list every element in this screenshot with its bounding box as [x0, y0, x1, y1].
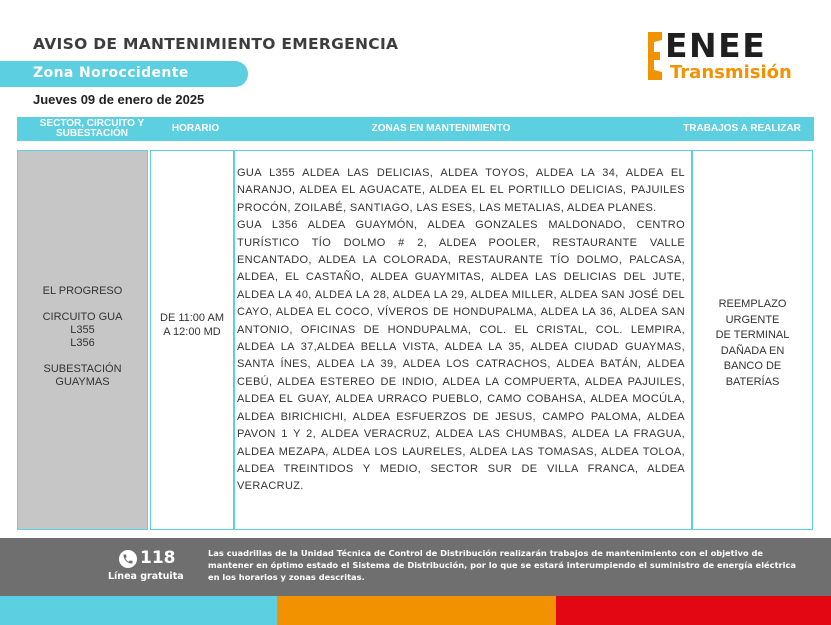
stripe-cyan	[0, 596, 277, 625]
enee-logo-mark-icon	[648, 32, 662, 80]
enee-logo	[647, 26, 807, 86]
trabajos-line-2: URGENTE	[725, 313, 780, 326]
notice-date: Jueves 09 de enero de 2025	[33, 92, 205, 107]
trabajos-line-3: DE TERMINAL	[715, 329, 790, 341]
sector-cell	[17, 150, 148, 530]
zonas-cell	[234, 150, 692, 530]
phone-icon	[119, 550, 137, 568]
zone-banner	[0, 61, 248, 87]
trabajos-line-4: DAÑADA EN	[720, 344, 785, 357]
phone-label: Línea gratuita	[108, 571, 184, 582]
header-trabajos: TRABAJOS A REALIZAR	[683, 123, 801, 134]
circuit-label: CIRCUITO GUA	[42, 311, 123, 323]
horario-start: DE 11:00 AM	[160, 312, 224, 324]
footer	[0, 538, 831, 596]
trabajos-line-6: BATERÍAS	[725, 375, 780, 388]
circuit-l355: L355	[70, 324, 95, 336]
header-zonas: ZONAS EN MANTENIMIENTO	[371, 123, 511, 134]
page-title: AVISO DE MANTENIMIENTO EMERGENCIA	[33, 35, 399, 53]
zonas-l356: GUA L356 ALDEA GUAYMÓN, ALDEA GONZALES MALDONADO, CENTRO TURÍSTICO TÍO DOLMO # 2, ALDEA POOLER, RESTAURANTE VALLE ENCANTADO, ALDEA LA COLORADA, RESTAURANTE TÍO DOLMO, PALCASA, ALDEA, EL CASTAÑO, ALDEA GUAYMITAS, ALDEA LAS DELICIAS DEL JUTE, ALDEA LA 40, ALDEA LA 28, ALDEA LA 29, ALDEA MILLER, ALDEA SAN JOSÉ DEL CAYO, ALDEA EL COCO, VÍVEROS DE HONDUPALMA, ALDEA LA 36, ALDEA SAN ANTONIO, OFICINAS DE HONDUPALMA, COL. EL CRISTAL, COL. LEMPIRA, ALDEA LA 37,ALDEA BELLA VISTA, ALDEA LA 35, ALDEA CIUDAD GUAYMAS, SANTA ÍNES, ALDEA LA 39, ALDEA LOS CATRACHOS, ALDEA BATÁN, ALDEA CEBÚ, ALDEA ESTEREO DE INDIO, ALDEA LA COMPUERTA, ALDEA PAJUILES, ALDEA EL GUAY, ALDEA URRACO PUEBLO, CAMO COBAHSA, ALDEA MOCÚLA, ALDEA BIRICHICHI, ALDEA ESFUERZOS DE JESUS, CAMPO PALOMA, ALDEA PAVON 1 Y 2, ALDEA VERACRUZ, ALDEA LAS CHUMBAS, ALDEA LA FRAGUA, ALDEA MEZAPA, ALDEA LOS LAURELES, ALDEA LAS TOMASAS, ALDEA TOLOA, ALDEA TREINTIDOS Y MEDIO, SECTOR SUR DE VILLA FRANCA, ALDEA VERACRUZ.	[237, 219, 685, 493]
logo-wordmark: ENEE	[665, 26, 767, 65]
substation-label: SUBESTACIÓN	[43, 363, 122, 375]
horario-end: A 12:00 MD	[163, 326, 221, 338]
table-header	[17, 117, 814, 141]
circuit-l356: L356	[70, 337, 95, 349]
phone-number: 118	[140, 548, 176, 568]
zonas-l355: GUA L355 ALDEA LAS DELICIAS, ALDEA TOYOS, ALDEA LA 34, ALDEA EL NARANJO, ALDEA EL AGUACATE, ALDEA EL EL PORTILLO DELICIAS, PAJUILES PROCÓN, ZOILABÉ, SANTIAGO, LAS ESES, LAS METALIAS, ALDEA PLANES.	[237, 167, 685, 214]
header-horario: HORARIO	[171, 123, 220, 134]
stripe-orange	[277, 596, 556, 625]
stripe-red	[556, 596, 831, 625]
footer-notice: Las cuadrillas de la Unidad Técnica de Control de Distribución realizarán trabajos de mantenimiento con el objetivo de mantener en óptimo estado el Sistema de Distribución, por lo que se estará interumpiendo el suministro de energía eléctrica en los horarios y zonas descritas.	[208, 548, 796, 582]
logo-subtitle: Transmisión	[670, 62, 792, 83]
header-sector: SECTOR, CIRCUITO Y SUBESTACIÓN	[39, 118, 145, 139]
horario-cell	[150, 150, 234, 530]
sector-name: EL PROGRESO	[42, 285, 123, 297]
trabajos-cell	[692, 150, 813, 530]
substation-name: GUAYMAS	[55, 376, 110, 388]
trabajos-line-1: REEMPLAZO	[718, 298, 787, 310]
zone-label: Zona Noroccidente	[33, 65, 189, 81]
trabajos-line-5: BANCO DE	[723, 360, 782, 372]
